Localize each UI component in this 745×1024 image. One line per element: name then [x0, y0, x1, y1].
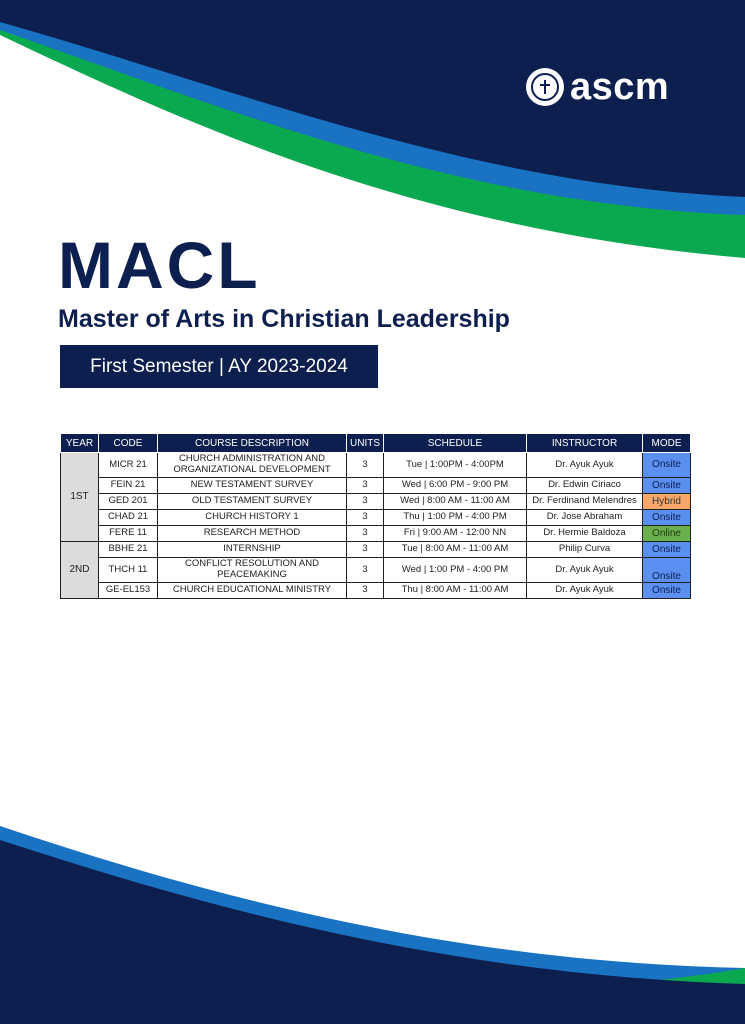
- units-cell: 3: [347, 478, 384, 494]
- description-cell: RESEARCH METHOD: [158, 526, 347, 542]
- instructor-cell: Dr. Ferdinand Melendres: [527, 494, 643, 510]
- instructor-cell: Dr. Hermie Baldoza: [527, 526, 643, 542]
- instructor-cell: Philip Curva: [527, 542, 643, 558]
- table-row: [61, 478, 691, 494]
- code-cell: FEIN 21: [99, 478, 158, 494]
- description-cell: CHURCH HISTORY 1: [158, 510, 347, 526]
- header-instructor: INSTRUCTOR: [527, 434, 643, 453]
- code-cell: THCH 11: [99, 558, 158, 583]
- table-row: [61, 526, 691, 542]
- year-cell: 2ND: [61, 542, 99, 599]
- mode-cell: Onsite: [643, 453, 691, 478]
- mode-cell: Hybrid: [643, 494, 691, 510]
- year-cell: 1ST: [61, 453, 99, 542]
- ascm-logo: [526, 68, 669, 106]
- mode-cell: Onsite: [643, 542, 691, 558]
- description-cell: CONFLICT RESOLUTION AND PEACEMAKING: [158, 558, 347, 583]
- mode-cell: Onsite: [643, 583, 691, 599]
- units-cell: 3: [347, 526, 384, 542]
- header-mode: MODE: [643, 434, 691, 453]
- header-units: UNITS: [347, 434, 384, 453]
- mode-cell: Onsite: [643, 558, 691, 583]
- units-cell: 3: [347, 583, 384, 599]
- code-cell: BBHE 21: [99, 542, 158, 558]
- units-cell: 3: [347, 558, 384, 583]
- header-description: COURSE DESCRIPTION: [158, 434, 347, 453]
- schedule-table: [60, 433, 691, 599]
- code-cell: CHAD 21: [99, 510, 158, 526]
- table-row: [61, 494, 691, 510]
- code-cell: MICR 21: [99, 453, 158, 478]
- semester-banner: First Semester | AY 2023-2024: [60, 345, 378, 388]
- instructor-cell: Dr. Edwin Ciriaco: [527, 478, 643, 494]
- table-row: [61, 558, 691, 583]
- units-cell: 3: [347, 494, 384, 510]
- table-row: [61, 453, 691, 478]
- logo-text: ascm: [570, 66, 670, 108]
- schedule-cell: Tue | 1:00PM - 4:00PM: [384, 453, 527, 478]
- table-header-row: [61, 434, 691, 453]
- program-acronym: MACL: [58, 228, 261, 302]
- header-code: CODE: [99, 434, 158, 453]
- description-cell: CHURCH ADMINISTRATION AND ORGANIZATIONAL DEVELOPMENT: [158, 453, 347, 478]
- mode-cell: Onsite: [643, 478, 691, 494]
- schedule-cell: Wed | 1:00 PM - 4:00 PM: [384, 558, 527, 583]
- instructor-cell: Dr. Jose Abraham: [527, 510, 643, 526]
- schedule-cell: Wed | 8:00 AM - 11:00 AM: [384, 494, 527, 510]
- instructor-cell: Dr. Ayuk Ayuk: [527, 583, 643, 599]
- code-cell: GE-EL153: [99, 583, 158, 599]
- units-cell: 3: [347, 453, 384, 478]
- schedule-cell: Fri | 9:00 AM - 12:00 NN: [384, 526, 527, 542]
- header-year: YEAR: [61, 434, 99, 453]
- units-cell: 3: [347, 542, 384, 558]
- program-name: Master of Arts in Christian Leadership: [58, 305, 510, 333]
- seal-icon: [526, 68, 564, 106]
- schedule-cell: Tue | 8:00 AM - 11:00 AM: [384, 542, 527, 558]
- schedule-cell: Thu | 1:00 PM - 4:00 PM: [384, 510, 527, 526]
- instructor-cell: Dr. Ayuk Ayuk: [527, 453, 643, 478]
- header-schedule: SCHEDULE: [384, 434, 527, 453]
- description-cell: OLD TESTAMENT SURVEY: [158, 494, 347, 510]
- mode-cell: Onsite: [643, 510, 691, 526]
- code-cell: GED 201: [99, 494, 158, 510]
- schedule-cell: Wed | 6:00 PM - 9:00 PM: [384, 478, 527, 494]
- table-row: [61, 510, 691, 526]
- mode-cell: Online: [643, 526, 691, 542]
- table-row: [61, 542, 691, 558]
- units-cell: 3: [347, 510, 384, 526]
- schedule-cell: Thu | 8:00 AM - 11:00 AM: [384, 583, 527, 599]
- instructor-cell: Dr. Ayuk Ayuk: [527, 558, 643, 583]
- description-cell: CHURCH EDUCATIONAL MINISTRY: [158, 583, 347, 599]
- description-cell: NEW TESTAMENT SURVEY: [158, 478, 347, 494]
- code-cell: FERE 11: [99, 526, 158, 542]
- table-row: [61, 583, 691, 599]
- description-cell: INTERNSHIP: [158, 542, 347, 558]
